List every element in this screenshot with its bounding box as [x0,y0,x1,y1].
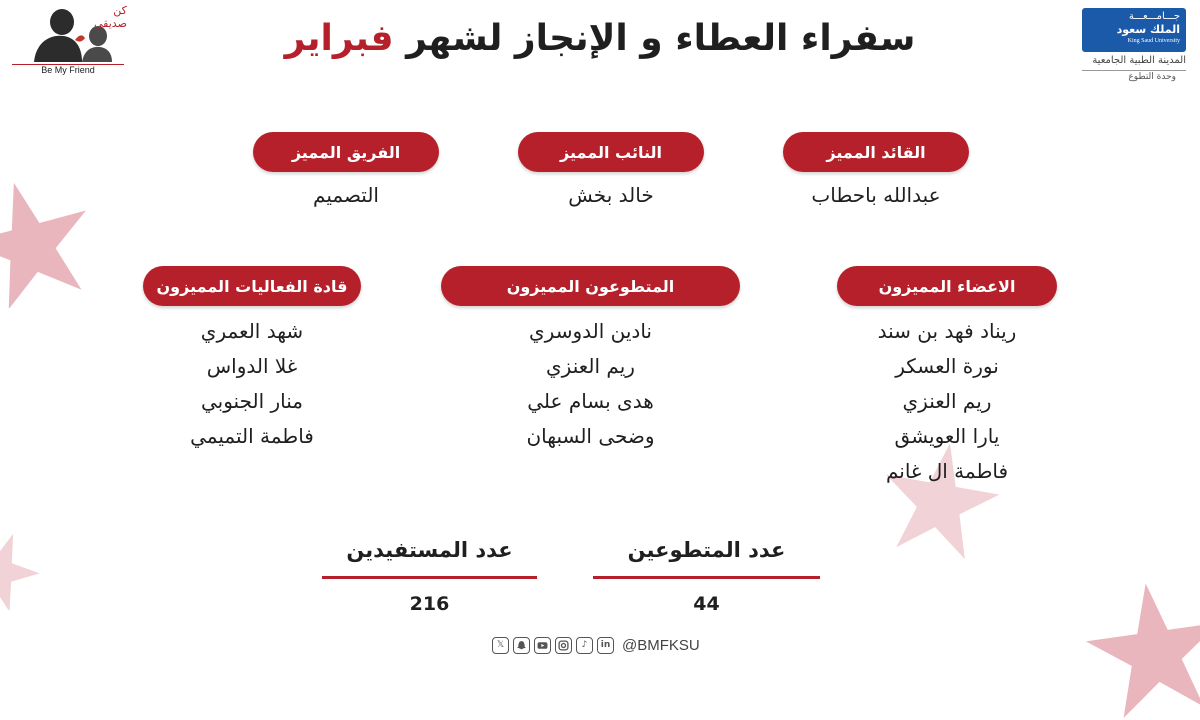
tiktok-icon[interactable]: ♪ [576,637,593,654]
list-item: يارا العويشق [894,424,1000,448]
linkedin-icon[interactable]: in [597,637,614,654]
members-label: الاعضاء المميزون [837,266,1057,306]
star-decoration-left [0,178,100,308]
deputy-label: النائب المميز [518,132,704,172]
ksu-line3: King Saud University [1127,38,1180,44]
list-item: ريم العنزي [546,354,635,378]
list-item: هدى بسام علي [527,389,654,413]
list-item: فاطمة التميمي [190,424,314,448]
ksu-line2: الملك سعود [1116,23,1180,36]
volunteers-label: المتطوعون المميزون [441,266,740,306]
instagram-icon[interactable] [555,637,572,654]
event-leaders-label: قادة الفعاليات المميزون [143,266,361,306]
beneficiary-count-divider [322,576,537,579]
list-item: وضحى السبهان [526,424,655,448]
team-value: التصميم [313,183,379,207]
youtube-icon[interactable] [534,637,551,654]
star-decoration-bottom-left [0,530,40,610]
list-item: غلا الدواس [206,354,298,378]
logo-caption: Be My Friend [41,65,95,75]
team-label: الفريق المميز [253,132,439,172]
list-item: ريم العنزي [902,389,992,413]
snapchat-icon[interactable] [513,637,530,654]
volunteer-count-divider [593,576,820,579]
star-decoration-bottom-right [1080,580,1200,720]
page-title [0,18,1200,59]
beneficiary-count-label: عدد المستفيدين [346,538,513,562]
title-accent: فبراير [284,18,394,59]
list-item: ريناد فهد بن سند [877,319,1017,343]
ksu-line5: وحدة التطوع [1128,72,1176,82]
list-item: منار الجنوبي [200,389,304,413]
beneficiary-count-value: 216 [409,593,450,615]
leader-label: القائد المميز [783,132,969,172]
event-leaders-list [143,314,361,454]
x-icon[interactable]: 𝕏 [492,637,509,654]
title-main: سفراء العطاء و الإنجاز لشهر [406,18,916,59]
social-links [492,637,700,654]
deputy-value: خالد بخش [568,183,654,207]
members-list [837,314,1057,489]
volunteers-list [441,314,740,454]
ksu-line1: جـــامـــعـــة [1128,11,1180,22]
list-item: نورة العسكر [895,354,999,378]
list-item: شهد العمري [200,319,304,343]
volunteer-count-label: عدد المتطوعين [627,538,786,562]
social-handle[interactable]: @BMFKSU [622,637,700,654]
ksu-line4: المدينة الطبية الجامعية [1092,55,1186,66]
leader-value: عبدالله باحطاب [811,183,941,207]
list-item: فاطمة ال غانم [885,459,1009,483]
list-item: نادين الدوسري [529,319,652,343]
logo-arabic-text: كن صديقي [94,4,127,30]
volunteer-count-value: 44 [693,593,720,615]
